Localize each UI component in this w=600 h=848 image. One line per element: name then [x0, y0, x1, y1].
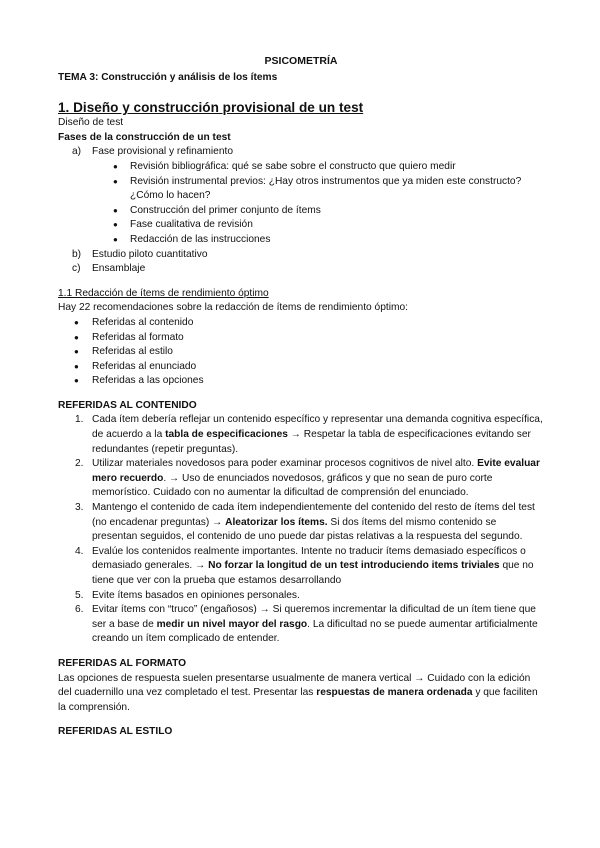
bullet-icon: ●: [74, 347, 79, 357]
sub-bullet-item: ● Redacción de las instrucciones: [58, 233, 544, 248]
phase-item: [58, 262, 544, 277]
formato-heading: REFERIDAS AL FORMATO: [58, 657, 187, 669]
phase-text: Fase provisional y refinamiento: [92, 146, 233, 158]
formato-paragraph: Las opciones de respuesta suelen presentarse usualmente de manera vertical → Cuidado con la edición del cuadernillo una vez completado el test. Presentar las respuestas de manera ordenada y que faciliten la comprensión.: [58, 672, 538, 713]
phase-marker: b): [72, 248, 82, 260]
phase-text: Ensamblaje: [92, 263, 146, 275]
numbered-item: 4. Evalúe los contenidos realmente importantes. Intente no traducir ítems demasiado específicos o demasiado generales. → No forzar la longitud de un test introduciendo items triviales que no tiene que ver con la prueba que estamos desarrollando: [75, 545, 534, 586]
numbered-item: 5. Evite ítems basados en opiniones personales.: [75, 589, 300, 601]
section-1-phases-title: Fases de la construcción de un test: [58, 131, 231, 143]
phase-item: [58, 145, 544, 160]
bullet-icon: ●: [74, 317, 79, 327]
sub-bullet-item: ● Construcción del primer conjunto de ítems: [58, 204, 544, 219]
bullet-icon: ●: [74, 361, 79, 371]
document-title: PSICOMETRÍA: [264, 55, 338, 67]
document-subtitle: TEMA 3: Construcción y análisis de los ítems: [58, 71, 278, 83]
bullet-icon: ●: [74, 376, 79, 386]
bullet-icon: ●: [113, 234, 118, 244]
section-1-line: Diseño de test: [58, 117, 124, 129]
section-1-1-heading: 1.1 Redacción de ítems de rendimiento óptimo: [58, 287, 269, 299]
contenido-heading: REFERIDAS AL CONTENIDO: [58, 399, 197, 411]
bullet-item: ● Referidas al estilo: [58, 345, 544, 360]
numbered-item: 3. Mantengo el contenido de cada ítem independientemente del contenido del resto de ítems del test (no encadenar preguntas) → Aleatorizar los ítems. Si dos ítems del mismo contenido se presentan seguidos, el contenido de uno puede dar pistas relativas a la respuesta del segundo.: [75, 502, 535, 543]
sub-bullet-item: ● Revisión instrumental previos: ¿Hay otros instrumentos que ya miden este constructo?¿Cómo lo hacen?: [113, 175, 522, 202]
bullet-item: ● Referidas al enunciado: [58, 360, 544, 375]
numbered-item: 6. Evitar ítems con “truco” (engañosos) → Si queremos incrementar la dificultad de un ítem tiene que ser a base de medir un nivel mayor del rasgo. La dificultad no se puede aumentar artificialmente creando un ítem complicado de entender.: [75, 604, 538, 645]
phase-marker: c): [72, 263, 81, 275]
phase-item: [58, 248, 544, 263]
numbered-item: 2. Utilizar materiales novedosos para poder examinar procesos cognitivos de nivel alto. Evite evaluar mero recuerdo. → Uso de enunciados novedosos, gráficos y que no sean de puro corte memorístico. Cuidado con no aumentar la dificultad de comprensión del enunciado.: [75, 458, 540, 499]
sub-bullet-item: ● Fase cualitativa de revisión: [58, 218, 544, 233]
bullet-item: ● Referidas al contenido: [58, 316, 544, 331]
bullet-item: ● Referidas al formato: [58, 331, 544, 346]
phase-text: Estudio piloto cuantitativo: [92, 248, 208, 260]
bullet-icon: ●: [113, 220, 118, 230]
estilo-heading: REFERIDAS AL ESTILO: [58, 726, 173, 738]
document-page: [58, 54, 544, 740]
sub-bullet-item: ● Revisión bibliográfica: qué se sabe sobre el constructo que quiero medir: [58, 160, 544, 175]
bullet-icon: ●: [113, 176, 118, 186]
bullet-icon: ●: [113, 205, 118, 215]
phase-marker: a): [72, 146, 82, 158]
bullet-icon: ●: [113, 161, 118, 171]
section-1-heading: 1. Diseño y construcción provisional de un test: [58, 100, 364, 116]
bullet-item: ● Referidas a las opciones: [58, 374, 544, 389]
bullet-icon: ●: [74, 332, 79, 342]
section-1-1-intro: Hay 22 recomendaciones sobre la redacción de ítems de rendimiento óptimo:: [58, 302, 408, 314]
numbered-item: 1. Cada ítem debería reflejar un contenido específico y representar una demanda cognitiva específica, de acuerdo a la tabla de especificaciones → Respetar la tabla de especificaciones evitando ser redundantes (repetir preguntas).: [75, 414, 543, 455]
